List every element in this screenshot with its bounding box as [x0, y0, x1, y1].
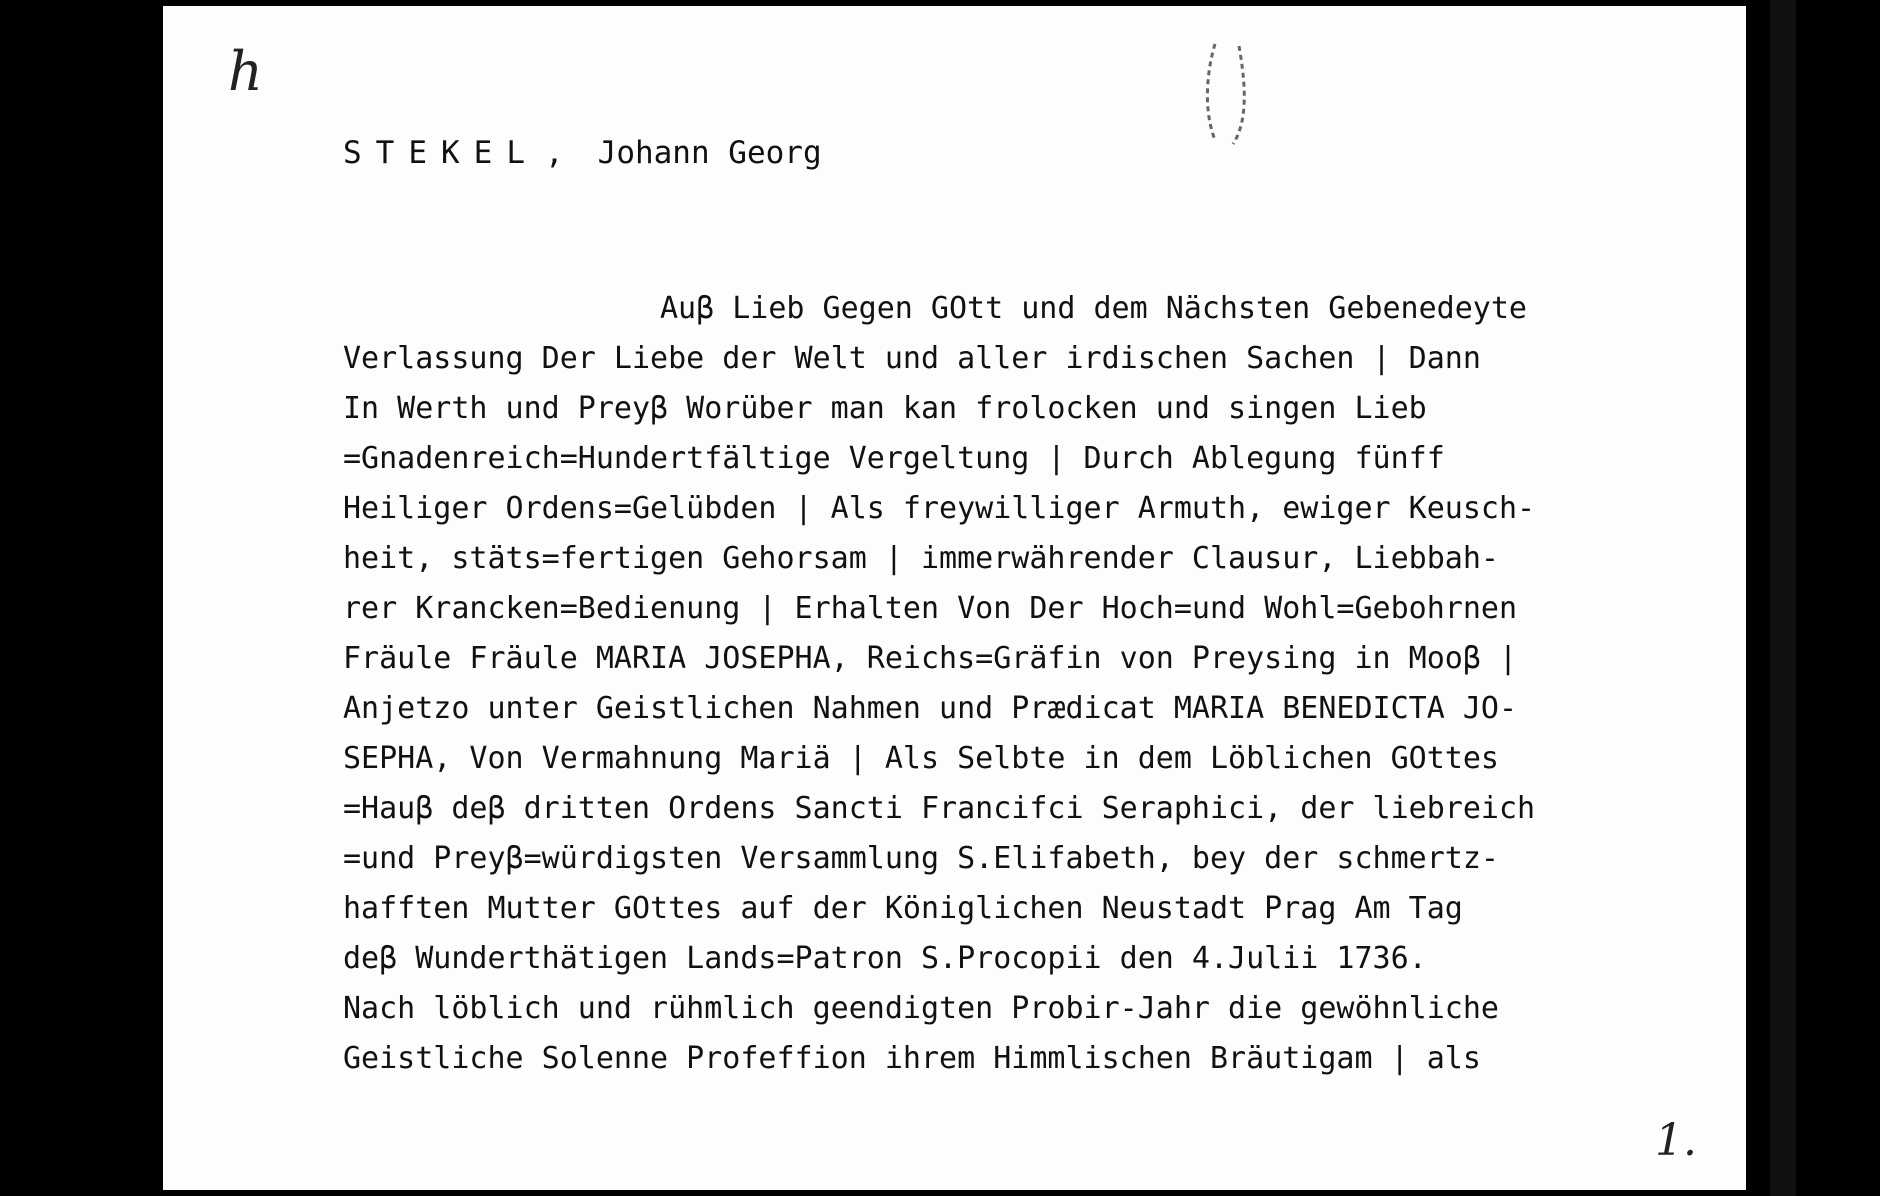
entry-header: [343, 135, 822, 171]
text-line: In Werth und Preyβ Worüber man kan frolocken und singen Lieb: [343, 391, 1427, 426]
handwritten-page-number: 1.: [1655, 1115, 1697, 1166]
text-line: Verlassung Der Liebe der Welt und aller irdischen Sachen | Dann: [343, 341, 1481, 376]
text-line: =und Preyβ=würdigsten Versammlung S.Elifabeth, bey der schmertz-: [343, 841, 1499, 876]
text-line: Auβ Lieb Gegen GOtt und dem Nächsten Gebenedeyte: [660, 291, 1527, 326]
given-names: Johann Georg: [597, 135, 822, 171]
pencil-mark-icon: [1193, 40, 1273, 150]
text-line: Fräule Fräule MARIA JOSEPHA, Reichs=Gräfin von Preysing in Mooβ |: [343, 641, 1517, 676]
text-line: hafften Mutter GOttes auf der Königlichen Neustadt Prag Am Tag: [343, 891, 1463, 926]
text-line: Nach löblich und rühmlich geendigten Probir-Jahr die gewöhnliche: [343, 991, 1499, 1026]
text-line: deβ Wunderthätigen Lands=Patron S.Procopii den 4.Julii 1736.: [343, 941, 1427, 976]
text-line: rer Krancken=Bedienung | Erhalten Von Der Hoch=und Wohl=Gebohrnen: [343, 591, 1517, 626]
name-separator: ,: [544, 135, 564, 171]
text-line: Geistliche Solenne Profeffion ihrem Himmlischen Bräutigam | als: [343, 1041, 1481, 1076]
text-line: Heiliger Ordens=Gelübden | Als freywilliger Armuth, ewiger Keusch-: [343, 491, 1536, 526]
document-body: [343, 284, 1673, 1084]
text-line: =Gnadenreich=Hundertfältige Vergeltung | Durch Ablegung fünff: [343, 441, 1445, 476]
scan-edge-bar: [1770, 0, 1796, 1196]
handwritten-initial: h: [228, 40, 263, 103]
surname: STEKEL: [343, 135, 539, 171]
text-line: SEPHA, Von Vermahnung Mariä | Als Selbte in dem Löblichen GOttes: [343, 741, 1499, 776]
text-line: =Hauβ deβ dritten Ordens Sancti Francifci Seraphici, der liebreich: [343, 791, 1536, 826]
text-line: heit, stäts=fertigen Gehorsam | immerwährender Clausur, Liebbah-: [343, 541, 1499, 576]
text-line: Anjetzo unter Geistlichen Nahmen und Prædicat MARIA BENEDICTA JO-: [343, 691, 1517, 726]
